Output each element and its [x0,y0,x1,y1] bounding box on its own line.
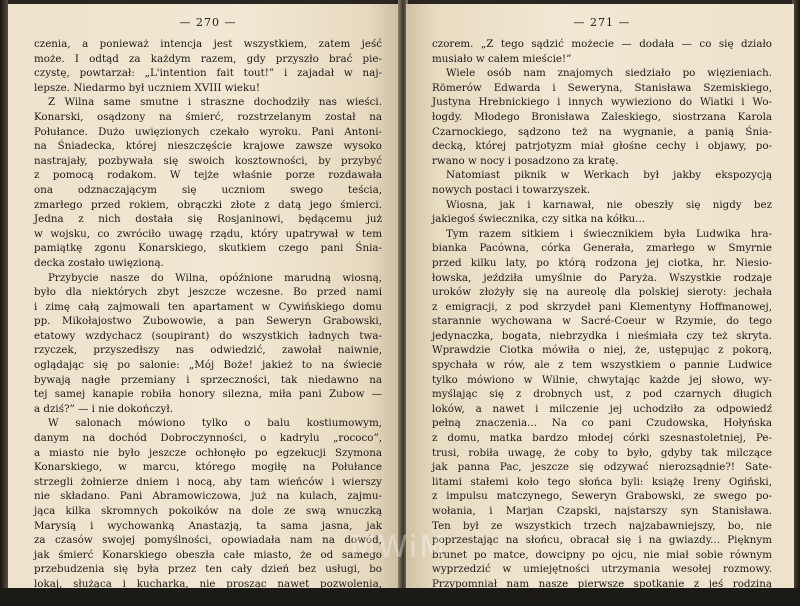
text-line: litami stałemi koło tego słońca byli: książę Ireny Ogiński, [432,475,772,488]
text-line: jak śmierć Konarskiego obeszła całe miasto, że od samego [34,548,382,561]
text-line: na Śniadecka, której nieszczęście krajowe zawsze wysoko [34,140,382,153]
text-line: etatowy wzdychacz (soupirant) do wszystkich ładnych twa- [34,329,382,342]
text-line: może. I odtąd za każdym razem, gdy przyszło brać pie- [34,52,382,65]
text-line: loków, a nawet i milczenie jej uchodziło za odpowiedź [432,402,772,415]
text-line: rzyczek, przyszedłszy nas odwiedzić, zawołał naiwnie, [34,344,382,357]
text-line: i zimę całą zajmowali ten apartament w Cywińskiego domu [34,300,382,313]
text-line: musiało w całem mieście!” [432,52,572,65]
text-line: pamiątkę zgonu Konarskiego, skutkiem czego pani Śnia- [34,242,382,255]
text-line: Tym razem sitkiem i świecznikiem była Ludwika hra- [446,227,772,240]
text-line: pp. Mikołajostwo Zubowowie, a pan Seweryn Grabowski, [34,315,382,328]
text-line: jąca kilka skromnych pokoików na dole ze swą wnuczką [34,505,382,517]
text-line: Wiele osób nam znajomych siedziało po więzieniach. [446,67,772,80]
text-line: a dziś?” — i nie dokończył. [34,402,173,415]
left-page [8,4,400,605]
text-line: nastrajały, pozbywała się swoich kosztowności, by przybyć [34,154,382,167]
text-line: zmarłego przed rokiem, obrączki złote z datą jego śmierci. [34,198,382,211]
text-line: z emigracji, z pod skrzydeł pani Klementyny Hoffmanowej, [432,300,772,313]
text-line: brunet po matce, dowcipny po ojcu, nie miał sobie równym [432,548,772,561]
text-line: Marysią i wychowanką Anastazją, ta sama jasna, jak [34,519,382,532]
text-line: ona odznaczającym się uczniom swego teścia, [34,183,382,196]
left-edge-shadow [0,0,8,588]
text-line: Ten był ze wszystkich trzech najzabawniejszy, bo, nie [432,519,772,532]
text-line: wyprzedzić w umiejętności utrzymania wesołej rozmowy. [432,563,772,576]
left-page-text [34,37,382,606]
text-line: oglądając się po salonie: „Mój Boże! jakież to na świecie [34,359,382,372]
text-line: wołania, i Marjan Czapski, najstarszy syn Stanisława. [432,505,772,517]
text-line: bywają nagłe przemiany i sprzeczności, tak niedawno na [34,373,382,386]
right-page-text [432,37,772,606]
text-line: przebudzenia się była przez ten cały dzień bez usługi, bo [34,563,382,576]
text-line: Wiosna, jak i karnawał, nie obeszły się nigdy bez [446,198,772,211]
text-line: Natomiast piknik w Werkach był jakby ekspozycją [446,169,772,182]
text-line: rwano w nocy i posadzono za kratę. [432,154,619,167]
text-line: decka zostało uwięzioną. [34,256,164,269]
right-page-number: — 271 — [573,16,631,29]
text-line: za czasów swojej pomyślności, opowiadała nam na dowód, [34,534,382,547]
text-line: a miasto nie było jeszcze ochłonęło po egzekucji Szymona [34,446,382,459]
text-line: Przypomniał nam nasze pierwsze spotkanie z jeś rodziną [432,577,772,590]
text-line: z domu, matka bardzo młodej córki szesnastoletniej, Pe- [432,432,772,445]
text-line: jakiegoś świecznika, czy sitka na kółku... [432,213,645,226]
text-line: tylko mówiono w Wilnie, chwytając każde jej słowo, wy- [432,373,772,386]
text-line: bianka Pacówna, córka Generała, zmarłego w Smyrnie [432,242,772,255]
text-line: starannie wychowana w Sacré-Coeur w Rzymie, do tego [432,315,772,328]
text-line: poprzestając na słońcu, obracał się i na gwiazdy... Pięknym [432,534,772,547]
text-line: było dla niektórych zbyt jeszcze wczesne. Bo przed nami [34,286,382,299]
text-line: jedynaczka, bogata, niebrzydka i nieśmiała czy też skryta. [432,329,772,342]
text-line: trusi, robiła uwagę, że coby to było, gdyby tak milczące [432,446,772,459]
text-line: Z Wilna same smutne i straszne dochodziły nas wieści. [48,96,382,109]
text-line: Römerów Edwarda i Seweryna, Stanisława Szemiskiego, [432,81,772,94]
text-line: łogdy. Młodego Bronisława Zaleskiego, siostrzana Karola [432,110,772,123]
text-line: z pomocą rodakom. W tejże właśnie porze rozdawała [34,169,382,182]
text-line: Konarski, osądzony na śmierć, rozstrzelanym został na [34,110,382,123]
text-line: z impulsu matczynego, Seweryn Grabowski, ze swego po- [432,490,772,503]
text-line: pełną znaczenia... Na co pani Czudowska, Hołyńska [432,417,772,430]
left-page-number: — 270 — [179,16,237,29]
text-line: poszli o świcie na plac egzekucji i nie wrócili jak wie- [34,592,382,605]
text-line: Jedna z nich dostała się Rosjaninowi, będącemu już [34,213,382,226]
text-line: uroków złożyły się na aureolę dla polskiej sieroty: jechała [432,286,772,299]
text-line: nie składano. Pani Abramowiczowa, już na kulach, zajmu- [34,490,382,503]
text-line: Wprawdzie Ciotka mówiła o niej, że, ustępując z pokorą, [432,344,772,357]
text-line: czorem. „Z tego sądzić możecie — dodała — co się działo [432,38,772,50]
text-line: w wojsku, co zwróciło uwagę rządu, który upatrywał w tem [34,227,382,240]
text-line: Czarnockiego, sądzono też na wygnanie, a panią Śnia- [432,125,772,138]
watermark-logo: MWiM [350,530,448,565]
text-line: Połułance. Dużo uwięzionych czekało wyroku. Pani Antoni- [34,125,382,138]
text-line: W salonach mówiono tylko o balu kostiumowym, [48,417,382,430]
text-line: Konarskiego, w marcu, którego mogiłę na Połułance [34,461,382,474]
text-line: tej samej kanapie robiła honory silezna, miła pani Zubow — [34,388,382,401]
text-line: myślając się z drobnych ust, z pod czarnych długich [432,388,772,401]
text-line: strzegli żołnierze dniem i nocą, aby tam wieńców i wierszy [34,475,382,488]
text-line: przed kilku laty, po którą rodzona jej ciotka, hr. Niesio- [432,256,772,269]
text-line: Przybycie nasze do Wilna, opóźnione marudną wiosną, [48,271,382,284]
text-line: spychała w rów, ale z tem wszystkiem o pannie Ludwice [432,359,772,372]
text-line: decką, której patrjotyzm miał głośne cechy i objawy, po- [432,140,772,153]
text-line: lokaj, służąca i kucharka, nie prosząc nawet pozwolenia, [34,577,382,590]
text-line: nowych postaci i towarzyszek. [432,183,591,196]
text-line: lepsze. Niedarmo był uczniem XVIII wieku! [34,81,260,94]
text-line: danym na dochód Dobroczynności, o kadrylu „rococo”, [34,432,382,445]
text-line: łowska, jeździła umyślnie do Paryża. Wszystkie rodzaje [432,271,772,284]
text-line: czystę, powtarzał: „L'intention fait tout!” i zajadał w naj- [34,67,382,80]
text-line: w Warszawie w 1833 roku, gdy matka jego, wioząc całe [432,592,772,605]
text-line: jak panna Pac, jeszcze się odzywać nierozsądnie?! Sate- [432,461,772,474]
text-line: Justyna Hrebnickiego i innych wywieziono do Wiatki i Wo- [432,96,772,109]
right-page [406,4,794,605]
text-line: czenia, a ponieważ intencja jest wszystkiem, zatem jeść [34,38,382,50]
